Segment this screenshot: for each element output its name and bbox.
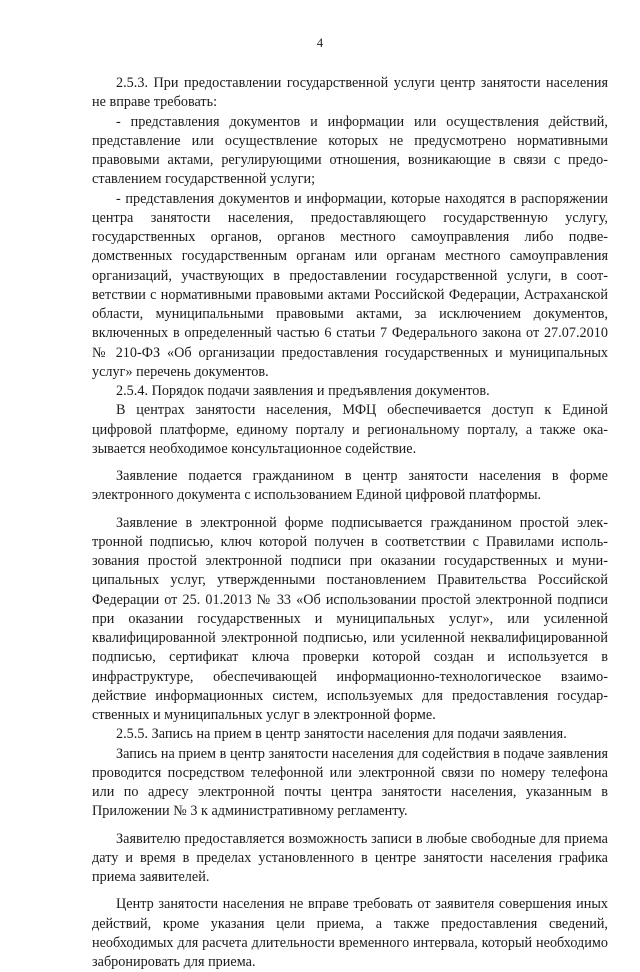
paragraph-appointment-booking: Запись на прием в центр занятости населения для содействия в подаче заявления проводится посредством телефонной или электронной связи по номеру телефона или по адресу электронной почты центра занятости населения, указанным в Приложении № 3 к административному регламенту. xyxy=(92,745,608,820)
paragraph-access-platform: В центрах занятости населения, МФЦ обеспечивается доступ к Единой цифровой платформе, единому порталу и региональному порталу, а также оказывается необходимое консультационное содействие. xyxy=(92,402,608,457)
paragraph-2-5-3: 2.5.3. При предоставлении государственной услуги центр занятости населения не вправе требовать: xyxy=(92,75,608,111)
paragraph-application-submission: Заявление подается гражданином в центр занятости населения в форме электронного документа с использованием Единой цифровой платформы. xyxy=(92,468,608,504)
page-number: 4 xyxy=(316,36,324,50)
paragraph-2-5-5: 2.5.5. Запись на прием в центр занятости населения для подачи заявления. xyxy=(116,726,567,743)
paragraph-list-item-1: - представления документов и информации или осуществления действий, представление или осуществление которых не предусмотрено нормативными правовыми актами, регулирующими отношения, возникающие в связи с предоставлением государственной услуги; xyxy=(92,113,608,188)
paragraph-2-5-4: 2.5.4. Порядок подачи заявления и предъявления документов. xyxy=(116,383,490,399)
paragraph-electronic-signature: Заявление в электронной форме подписывается гражданином простой электронной подписью, ключ которой получен в соответствии с Правилами использования простой электронной подписи при оказании государственных и муниципальных услуг, утвержденными постановлением Правительства Российской Федерации от 25. 01.2013 № 33 «Об использовании простой электронной подписи при оказании государственных и муниципальных услуг», или усиленной квалифицированной электронной подписью, или усиленной неквалифицированной подписью, сертификат ключа проверки которой создан и используется в инфраструктуре, обеспечивающей информационно-технологическое взаимодействие информационных систем, используемых для предоставления государственных и муниципальных услуг в электронной форме. xyxy=(92,514,608,723)
paragraph-list-item-2: - представления документов и информации, которые находятся в распоряжении центра занятости населения, предоставляющего государственную услугу, государственных органов, органов местного самоуправления либо подведомственных государственным органам или органам местного самоуправления организаций, участвующих в предоставлении государственной услуги, в соответствии с нормативными правовыми актами Российской Федерации, Астраханской области, муниципальными правовыми актами, за исключением документов, включенных в определенный частью 6 статьи 7 Федерального закона от 27.07.2010 № 210-ФЗ «Об организации предоставления государственных и муниципальных услуг» перечень документов. xyxy=(92,190,608,380)
document-body xyxy=(92,74,608,972)
paragraph-appointment-slots: Заявителю предоставляется возможность записи в любые свободные для приема дату и время в пределах установленного в центре занятости населения графика приема заявителей. xyxy=(92,830,608,885)
paragraph-no-extra-requirements: Центр занятости населения не вправе требовать от заявителя совершения иных действий, кроме указания цели приема, а также предоставления сведений, необходимых для расчета длительности временного интервала, который необходимо забронировать для приема. xyxy=(92,896,608,970)
